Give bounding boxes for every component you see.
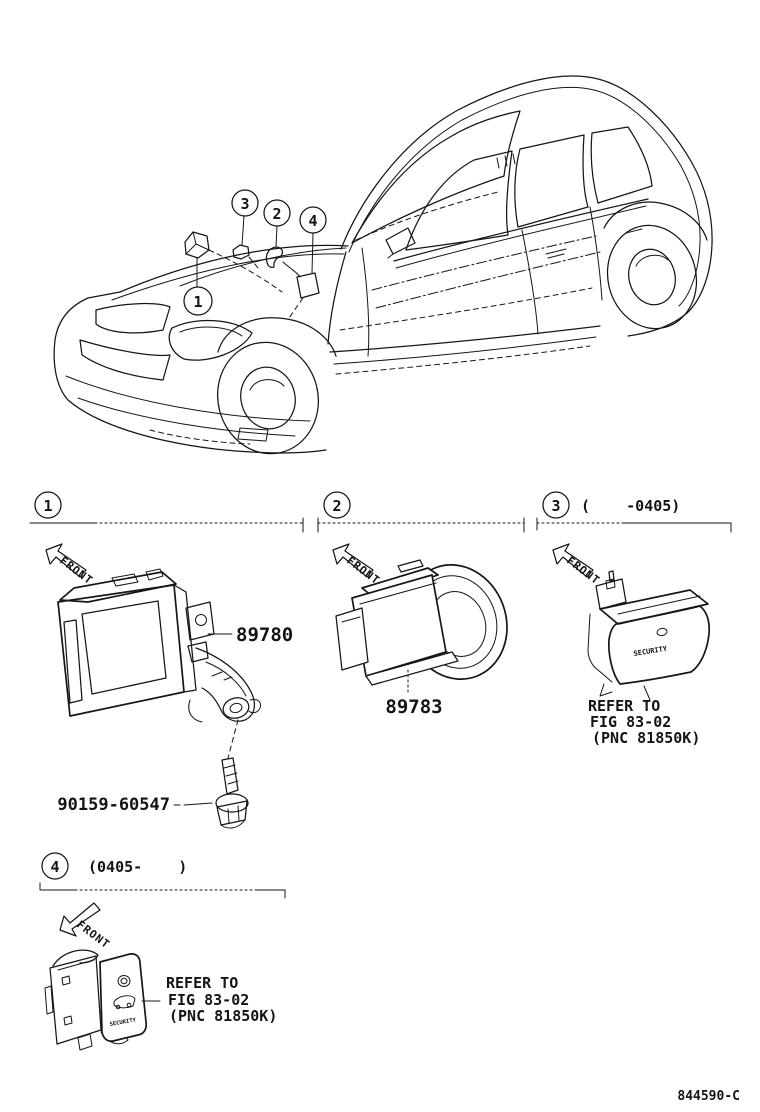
security-face-label: SECURITY [109, 1017, 137, 1028]
security-indicator-drawing [588, 571, 709, 696]
section-3 [537, 492, 731, 747]
rear-wheel [597, 216, 708, 338]
callout-2-marker [264, 200, 290, 247]
leader-bolt [228, 720, 238, 758]
callout-number: 3 [240, 195, 250, 213]
section-2-header [318, 492, 524, 532]
section-4-date-range: (0405- ) [88, 858, 188, 876]
part-number-89783: 89783 [385, 696, 443, 718]
security-switch-drawing [45, 950, 146, 1050]
side-mirror [386, 228, 415, 254]
front-arrow [60, 903, 112, 951]
section-number: 4 [50, 858, 60, 876]
front-label: FRONT [57, 554, 96, 588]
callout-1-marker [184, 258, 212, 315]
front-wheel [206, 332, 330, 465]
section-4-header [40, 853, 285, 898]
section-1-header [30, 492, 303, 532]
part-number-89780: 89780 [236, 624, 294, 646]
callout-1-part-shape [185, 232, 209, 258]
callout-3-marker [232, 190, 258, 245]
front-arrow [553, 544, 602, 587]
callout-number: 2 [272, 205, 282, 223]
callout-number: 1 [193, 293, 203, 311]
refer-line-1: REFER TO [166, 974, 239, 992]
front-arrow [333, 544, 382, 587]
part-bolt-drawing [216, 758, 248, 828]
leader-bolt-number [174, 803, 212, 805]
refer-line-3: (PNC 81850K) [592, 729, 701, 747]
refer-note-4 [166, 974, 277, 1025]
section-2 [318, 492, 524, 718]
front-label: FRONT [344, 554, 383, 588]
section-3-date-range: ( -0405) [581, 497, 681, 515]
section-1 [30, 492, 303, 828]
front-arrow [46, 544, 95, 587]
refer-line-2: FIG 83-02 [590, 713, 672, 731]
section-3-header [537, 492, 731, 532]
car-illustration [54, 76, 712, 464]
callout-number: 4 [308, 212, 318, 230]
refer-note-3 [588, 697, 700, 747]
section-number: 1 [43, 497, 53, 515]
figure-number: 844590-C [677, 1089, 740, 1104]
callout-3-part-shape [233, 245, 249, 259]
refer-line-2: FIG 83-02 [168, 991, 250, 1009]
refer-line-3: (PNC 81850K) [169, 1007, 278, 1025]
callout-4-marker [300, 207, 326, 273]
front-label: FRONT [564, 554, 603, 588]
front-label: FRONT [74, 918, 113, 952]
refer-line-1: REFER TO [588, 697, 661, 715]
section-4 [40, 853, 285, 1050]
section-number: 3 [551, 497, 561, 515]
section-number: 2 [332, 497, 342, 515]
security-face-label: SECURITY [633, 644, 668, 658]
part-89780-drawing [58, 569, 261, 722]
part-number-bolt: 90159-60547 [57, 795, 170, 815]
